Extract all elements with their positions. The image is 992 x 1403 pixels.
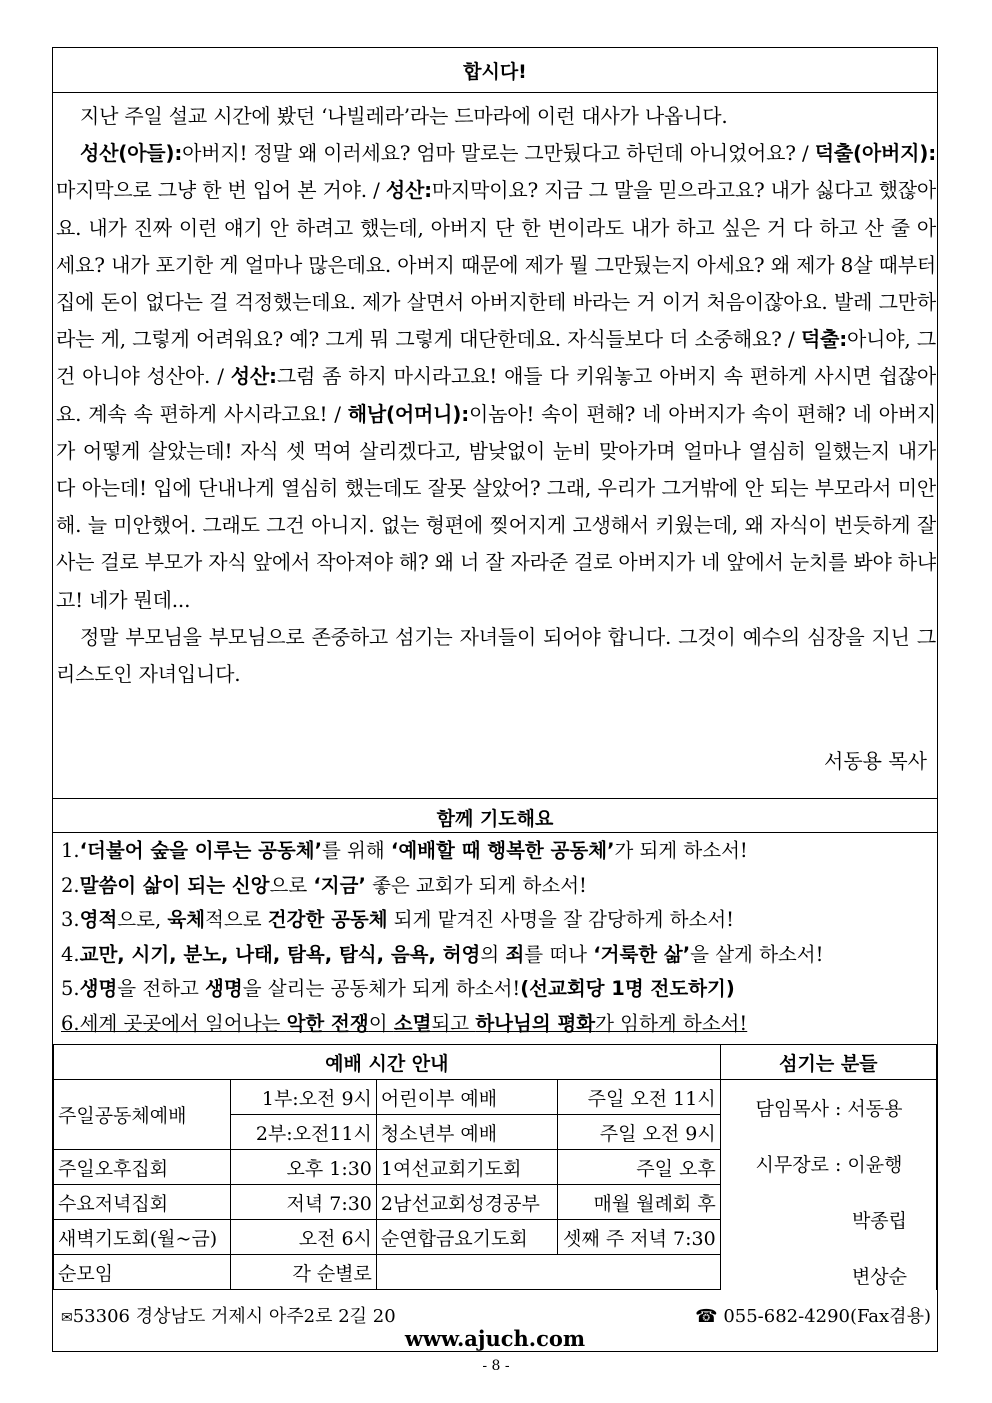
phone: ☎ 055-682-4290(Fax겸용) xyxy=(695,1306,931,1327)
list-item: 2.말씀이 삶이 되는 신앙으로 ‘지금’ 좋은 교회가 되게 하소서! xyxy=(61,873,587,897)
sermon-article xyxy=(56,98,936,693)
staff-elder: 박종립 xyxy=(851,1210,907,1232)
list-item: 6.세계 곳곳에서 일어나는 악한 전쟁이 소멸되고 하나님의 평화가 임하게 하소서! xyxy=(61,1011,748,1035)
schedule-table: 예배 시간 안내 섬기는 분들 주일공동체예배 1부:오전 9시 어린이부 예배 주일 오전 11시 2부:오전11시 청소년부 예배 주일 오전 9시 주일오후집회 오후 1:30 1여선교회기도회 주일 오후 수요저녁집회 저녁 7:30 2남선교회성경공부 매월 월례회 후 새벽기도회(월~금) 오전 6시 순연합금요기도회 셋째 주 저녁 7:30 순모임 각 순별로 xyxy=(53,1044,937,1290)
speaker: 성산: xyxy=(230,364,277,389)
article-conclusion: 정말 부모님을 부모님으로 존중하고 섬기는 자녀들이 되어야 합니다. 그것이 예수의 심장을 지닌 그리스도인 자녀입니다. xyxy=(56,624,936,687)
schedule-title: 예배 시간 안내 xyxy=(54,1045,721,1080)
staff-pastor: 담임목사 : 서동용 xyxy=(755,1098,903,1120)
address: 53306 경상남도 거제시 아주2로 2길 20 xyxy=(72,1306,396,1327)
website-url: www.ajuch.com xyxy=(404,1326,586,1351)
staff-elder: 시무장로 : 이윤행 xyxy=(755,1154,903,1176)
list-item: 3.영적으로, 육체적으로 건강한 공동체 되게 맡겨진 사명을 잘 감당하게 하소서! xyxy=(61,908,735,931)
dialogue: 성산(아들):아버지! 정말 왜 이러세요? 엄마 말로는 그만뒀다고 하던데 아니었어요? / 덕출(아버지):마지막으로 그냥 한 번 입어 본 거야. / 성산:마지막이요? 지금 그 말을 믿으라고요? 내가 싫다고 했잖아요. 내가 진짜 이런 얘기 안 하려고 했는데, 아버지 단 한 번이라도 내가 하고 싶은 거 다 하고 산 줄 아세요? 내가 포기한 게 얼마나 많은데요. 아버지 때문에 제가 뭘 그만뒀는지 아세요? 왜 제가 8살 때부터 집에 돈이 없다는 걸 걱정했는데요. 제가 살면서 아버지한테 바라는 거 이거 처음이잖아요. 발레 그만하라는 게, 그렇게 어려워요? 예? 그게 뭐 그렇게 대단한데요. 자식들보다 더 소중해요? / 덕출:아니야, 그건 아니야 성산아. / 성산:그럼 좀 하지 마시라고요! 애들 다 키워놓고 아버지 속 편하게 사시면 쉽잖아요. 계속 속 편하게 사시라고요! / 해남(어머니):이놈아! 속이 편해? 네 아버지가 속이 편해? 네 아버지가 어떻게 살았는데! 자식 셋 먹여 살리겠다고, 밤낮없이 눈비 맞아가며 얼마나 열심히 일했는지 내가 다 아는데! 입에 단내나게 열심히 했는데도 잘못 살았어? 그래, 우리가 그거밖에 안 되는 부모라서 미안해. 늘 미안했어. 그래도 그건 아니지. 없는 형편에 찢어지게 고생해서 키웠는데, 왜 자식이 번듯하게 잘 사는 걸로 부모가 자식 앞에서 작아져야 해? 왜 너 잘 자라준 걸로 아버지가 네 앞에서 눈치를 봐야 하냐고! 네가 뭔데... xyxy=(56,141,937,612)
page-number: - 8 - xyxy=(482,1358,510,1374)
article-intro: 지난 주일 설교 시간에 봤던 ‘나빌레라’라는 드마라에 이런 대사가 나옵니다. xyxy=(80,104,728,128)
divider xyxy=(53,798,937,799)
staff-list xyxy=(721,1078,937,1300)
speaker: 성산: xyxy=(385,178,432,203)
list-item: 1.‘더불어 숲을 이루는 공동체’를 위해 ‘예배할 때 행복한 공동체’가 되게 하소서! xyxy=(61,839,748,862)
footer xyxy=(61,1302,931,1328)
signature: 서동용 목사 xyxy=(824,749,927,773)
speaker: 덕출(아버지): xyxy=(814,141,936,166)
divider xyxy=(53,832,937,833)
prayer-title: 함께 기도해요 xyxy=(436,808,554,830)
phone-icon: ☎ xyxy=(695,1306,718,1327)
speaker: 성산(아들): xyxy=(80,141,183,166)
list-item: 4.교만, 시기, 분노, 나태, 탐욕, 탐식, 음욕, 허영의 죄를 떠나 ‘거룩한 삶’을 살게 하소서! xyxy=(61,942,824,966)
speaker: 덕출: xyxy=(800,327,847,352)
mail-icon: ✉ xyxy=(61,1310,73,1326)
article-title: 합시다! xyxy=(463,61,527,83)
speaker: 해남(어머니): xyxy=(347,401,470,426)
list-item: 5.생명을 전하고 생명을 살리는 공동체가 되게 하소서!(선교회당 1명 전도하기) xyxy=(61,977,735,1000)
staff-title: 섬기는 분들 xyxy=(720,1045,936,1080)
prayer-list xyxy=(61,834,931,1041)
sunday-service: 주일공동체예배 xyxy=(54,1080,231,1150)
divider xyxy=(53,92,937,93)
bulletin-page xyxy=(52,47,938,1352)
staff-elder: 변상순 xyxy=(851,1266,907,1288)
